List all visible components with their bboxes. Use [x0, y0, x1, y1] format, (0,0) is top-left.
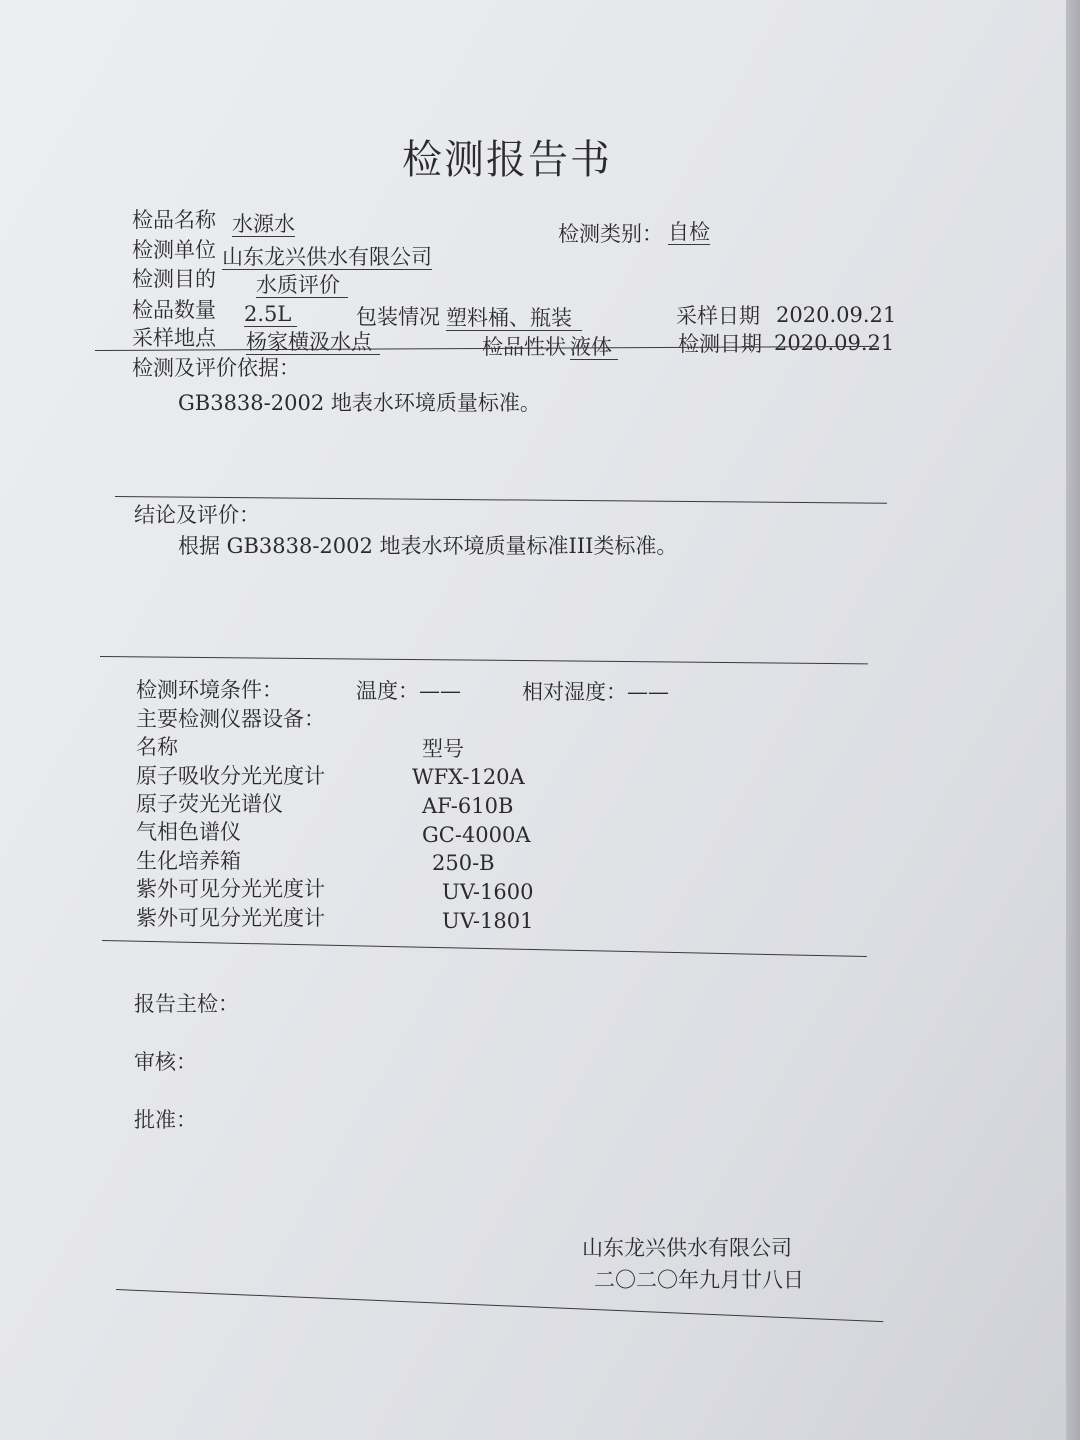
instruments-divider [102, 940, 867, 957]
instruments-label: 主要检测仪器设备： [136, 707, 325, 731]
conclusion-text: 根据 GB3838-2002 地表水环境质量标准III类标准。 [178, 534, 678, 558]
sample-state-label: 检品性状 [482, 335, 566, 359]
temperature-value: 温度：—— [356, 679, 461, 703]
reviewer-label: 审核： [134, 1050, 197, 1074]
instrument-name: 原子吸收分光光度计 [136, 764, 325, 788]
instrument-name-header: 名称 [136, 735, 178, 759]
footer-company: 山东龙兴供水有限公司 [582, 1236, 792, 1260]
test-purpose-label: 检测目的 [132, 267, 216, 291]
instrument-model: 250-B [432, 851, 495, 875]
basis-text: GB3838-2002 地表水环境质量标准。 [178, 391, 541, 415]
instrument-model: UV-1600 [442, 880, 534, 904]
environment-label: 检测环境条件： [136, 678, 283, 702]
test-date-label: 检测日期 [678, 332, 762, 356]
paper-edge [1066, 0, 1080, 1440]
conclusion-divider [100, 656, 868, 664]
report-title: 检测报告书 [402, 137, 612, 183]
instrument-model: GC-4000A [422, 823, 531, 847]
sampling-site-label: 采样地点 [132, 326, 216, 350]
instrument-name: 紫外可见分光光度计 [136, 906, 325, 930]
packaging-label: 包装情况 [356, 305, 440, 329]
test-category-value: 自检 [668, 220, 710, 244]
instrument-name: 气相色谱仪 [136, 820, 241, 844]
sampling-date-label: 采样日期 [676, 304, 760, 328]
instrument-name: 生化培养箱 [136, 849, 241, 873]
sampling-site-value: 杨家横汲水点 [246, 332, 380, 355]
instrument-name: 紫外可见分光光度计 [136, 877, 325, 901]
instrument-model: UV-1801 [442, 909, 534, 933]
instrument-model-header: 型号 [422, 737, 464, 761]
sample-name-label: 检品名称 [132, 208, 216, 232]
sample-state-value: 液体 [570, 337, 618, 360]
footer-date: 二〇二〇年九月廿八日 [594, 1268, 804, 1292]
instrument-name: 原子荧光光谱仪 [136, 792, 283, 816]
test-category-label: 检测类别： [558, 222, 663, 246]
instrument-model: WFX-120A [412, 765, 525, 789]
footer-divider [116, 1289, 883, 1322]
humidity-value: 相对湿度：—— [522, 680, 669, 704]
test-unit-label: 检测单位 [132, 238, 216, 262]
packaging-value: 塑料桶、瓶装 [446, 308, 582, 331]
chief-inspector-label: 报告主检： [134, 992, 239, 1016]
approver-label: 批准： [134, 1108, 197, 1132]
test-purpose-value: 水质评价 [256, 275, 348, 298]
test-unit-value: 山东龙兴供水有限公司 [222, 245, 432, 269]
basis-label: 检测及评价依据： [132, 356, 300, 380]
test-date-value: 2020.09.21 [774, 331, 895, 355]
instrument-model: AF-610B [422, 794, 514, 818]
sample-name-value: 水源水 [232, 212, 295, 236]
conclusion-label: 结论及评价： [134, 503, 260, 527]
sample-quantity-label: 检品数量 [132, 298, 216, 322]
sample-quantity-value: 2.5L [244, 304, 297, 327]
sampling-date-value: 2020.09.21 [776, 303, 897, 327]
